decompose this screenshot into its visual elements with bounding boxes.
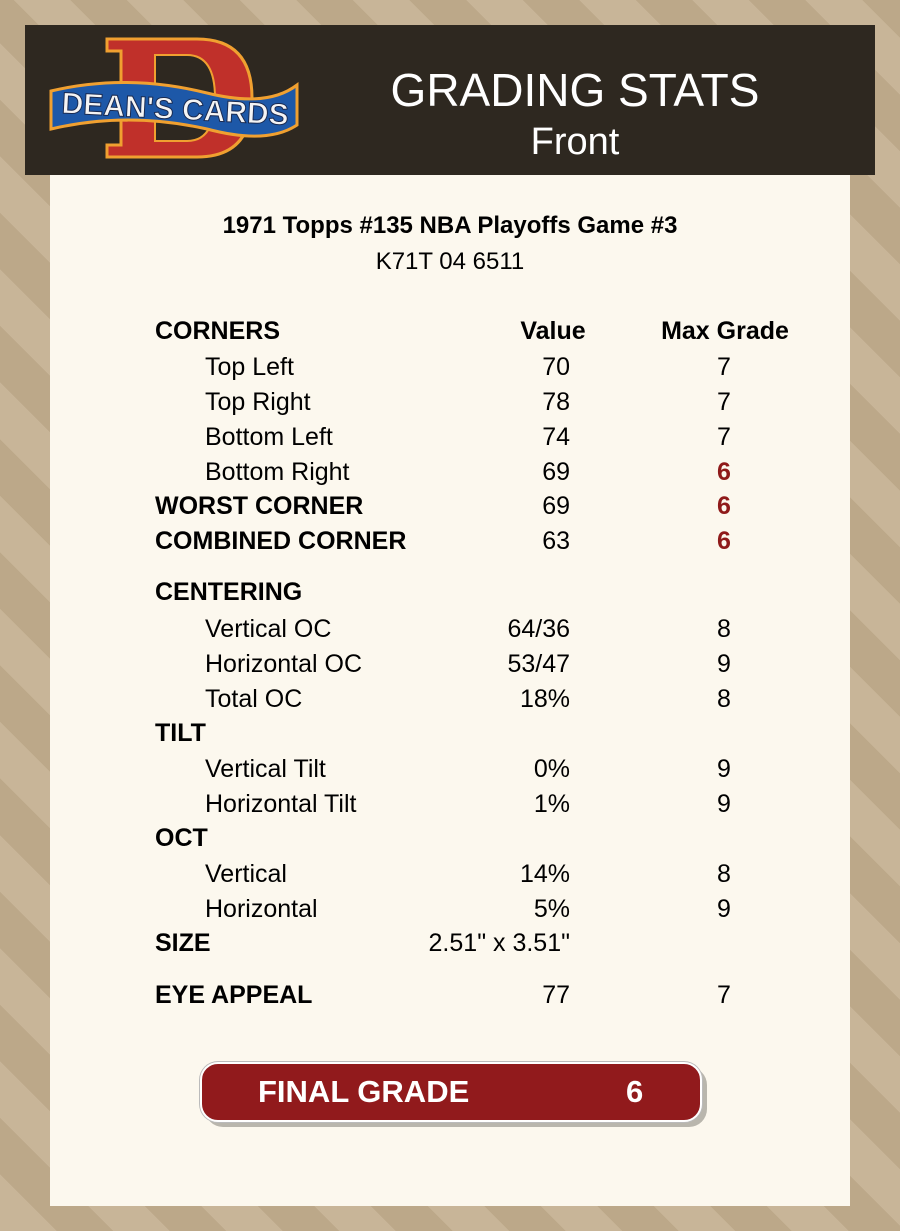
final-grade-label: FINAL GRADE (258, 1074, 470, 1109)
stat-row (0, 790, 900, 820)
stat-row (0, 423, 900, 453)
stat-value: 78 (542, 388, 570, 416)
header-bar (25, 25, 875, 175)
stat-value: 0% (533, 755, 570, 783)
stat-max-grade: 7 (717, 981, 731, 1009)
stat-label: OCT (155, 824, 208, 852)
svg-text:DEAN'S CARDS: DEAN'S CARDS (60, 87, 290, 132)
stat-row (0, 317, 900, 347)
stat-max-grade: 9 (717, 790, 731, 818)
stat-value: 69 (542, 458, 570, 486)
stat-row (0, 527, 900, 557)
page-subtitle: Front (530, 121, 620, 163)
stat-max-grade: 8 (717, 685, 731, 713)
stat-value: 2.51" x 3.51" (428, 929, 570, 957)
stat-max-grade: 9 (717, 650, 731, 678)
stat-label: Vertical (205, 860, 287, 888)
stat-row (0, 755, 900, 785)
stat-label: Vertical Tilt (205, 755, 326, 783)
stat-max-grade: 9 (717, 755, 731, 783)
stat-row (0, 719, 900, 749)
final-grade-value: 6 (626, 1074, 644, 1109)
stat-value: 70 (542, 353, 570, 381)
stat-row (0, 492, 900, 522)
stat-max-grade: 6 (717, 458, 731, 486)
stat-label: CORNERS (155, 317, 281, 345)
stat-row (0, 578, 900, 608)
final-grade-button[interactable] (200, 1062, 702, 1122)
stat-max-grade: 8 (717, 615, 731, 643)
card-cert: K71T 04 6511 (375, 248, 525, 275)
stat-row (0, 860, 900, 890)
value-column-header: Value (520, 317, 586, 345)
stat-label: WORST CORNER (155, 492, 364, 520)
stat-row (0, 388, 900, 418)
stat-label: Horizontal Tilt (205, 790, 357, 818)
stat-value: 74 (542, 423, 570, 451)
stat-label: Total OC (205, 685, 303, 713)
stat-row (0, 458, 900, 488)
stat-row (0, 929, 900, 959)
stat-label: Top Right (205, 388, 311, 416)
stat-row (0, 824, 900, 854)
stat-row (0, 353, 900, 383)
stat-label: Horizontal OC (205, 650, 362, 678)
stat-max-grade: 9 (717, 895, 731, 923)
stat-row (0, 650, 900, 680)
stat-label: Top Left (205, 353, 294, 381)
stat-max-grade: 7 (717, 388, 731, 416)
stat-label: COMBINED CORNER (155, 527, 407, 555)
stat-value: 14% (519, 860, 570, 888)
stat-value: 63 (542, 527, 570, 555)
stat-max-grade: 8 (717, 860, 731, 888)
stat-max-grade: 7 (717, 353, 731, 381)
stat-max-grade: 6 (717, 492, 731, 520)
stat-value: 5% (533, 895, 570, 923)
page-title: GRADING STATS (390, 64, 760, 116)
stat-value: 53/47 (507, 650, 570, 678)
stat-row (0, 685, 900, 715)
stat-label: SIZE (155, 929, 211, 957)
stat-row (0, 895, 900, 925)
stat-label: CENTERING (155, 578, 303, 606)
stat-row (0, 981, 900, 1011)
max-grade-column-header: Max Grade (661, 317, 789, 345)
stat-label: TILT (155, 719, 206, 747)
stat-value: 69 (542, 492, 570, 520)
stat-value: 18% (519, 685, 570, 713)
stat-label: EYE APPEAL (155, 981, 313, 1009)
stat-value: 77 (542, 981, 570, 1009)
stat-value: 1% (533, 790, 570, 818)
stat-max-grade: 7 (717, 423, 731, 451)
stat-label: Horizontal (205, 895, 318, 923)
stat-label: Bottom Left (205, 423, 333, 451)
stat-label: Bottom Right (205, 458, 350, 486)
deans-cards-logo (47, 33, 307, 163)
stat-label: Vertical OC (205, 615, 332, 643)
stat-value: 64/36 (507, 615, 570, 643)
card-name: 1971 Topps #135 NBA Playoffs Game #3 (222, 212, 678, 239)
stat-max-grade: 6 (717, 527, 731, 555)
stat-row (0, 615, 900, 645)
